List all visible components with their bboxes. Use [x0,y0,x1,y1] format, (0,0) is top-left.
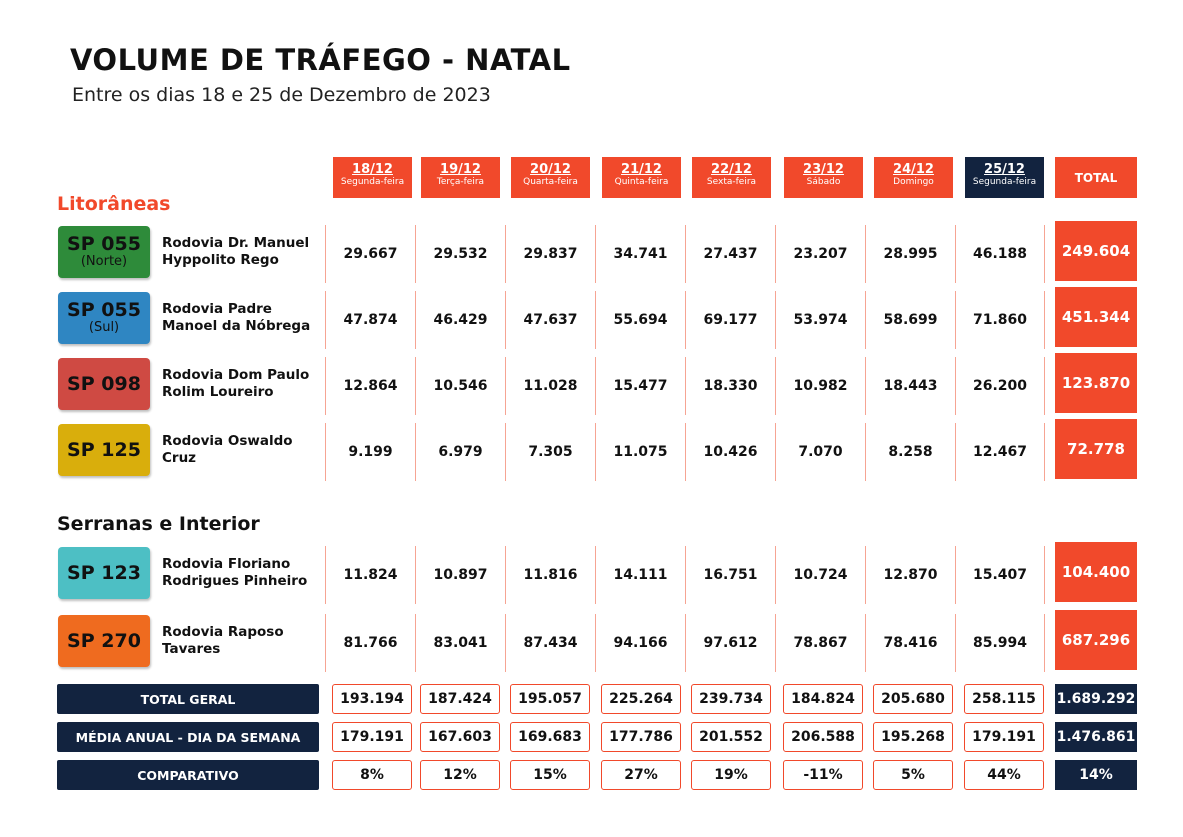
road-value-cell: 18.330 [685,357,775,415]
day-header [965,157,1044,198]
road-name-line1: Rodovia Padre [162,301,272,317]
road-name [162,301,322,335]
road-name-line2: Rolim Loureiro [162,384,274,400]
summary-value-cell: 179.191 [964,722,1044,752]
road-value-cell: 12.870 [865,546,955,604]
day-weekday: Terça-feira [436,177,485,187]
road-value-cell: 71.860 [955,291,1045,349]
day-date: 24/12 [893,162,934,177]
summary-value-cell: 27% [601,760,681,790]
road-value-cell: 29.667 [325,225,415,283]
road-row [0,357,1183,415]
road-value-cell: 29.532 [415,225,505,283]
summary-row [0,760,1183,790]
summary-label: COMPARATIVO [57,760,319,790]
summary-value-cell: 201.552 [691,722,771,752]
page-subtitle: Entre os dias 18 e 25 de Dezembro de 2023 [72,84,491,106]
summary-total-cell: 14% [1055,760,1137,790]
summary-value-cell: 206.588 [783,722,863,752]
day-weekday: Domingo [893,177,934,187]
road-value-cell: 58.699 [865,291,955,349]
road-name-line1: Rodovia Floriano [162,556,291,572]
road-value-cell: 47.637 [505,291,595,349]
road-name-line1: Rodovia Oswaldo [162,433,293,449]
summary-value-cell: 167.603 [420,722,500,752]
summary-value-cell: 12% [420,760,500,790]
summary-value-cell: 205.680 [873,684,953,714]
road-value-cell: 16.751 [685,546,775,604]
road-value-cell: 7.305 [505,423,595,481]
section-title-coastal: Litorâneas [57,193,171,215]
summary-value-cell: 187.424 [420,684,500,714]
road-badge [58,226,150,278]
road-badge [58,547,150,599]
road-value-cell: 69.177 [685,291,775,349]
road-value-cell: 46.188 [955,225,1045,283]
road-code: SP 123 [67,562,141,584]
day-weekday: Segunda-feira [340,177,405,187]
summary-value-cell: 177.786 [601,722,681,752]
day-header [784,157,863,198]
road-total-cell: 451.344 [1055,287,1137,347]
road-value-cell: 47.874 [325,291,415,349]
summary-value-cell: 179.191 [332,722,412,752]
road-value-cell: 14.111 [595,546,685,604]
road-total-cell: 687.296 [1055,610,1137,670]
road-name-line1: Rodovia Raposo [162,624,284,640]
road-badge [58,292,150,344]
summary-value-cell: 195.057 [510,684,590,714]
road-value-cell: 10.897 [415,546,505,604]
road-name [162,556,322,590]
road-value-cell: 27.437 [685,225,775,283]
summary-value-cell: 195.268 [873,722,953,752]
day-weekday: Quarta-feira [523,177,578,187]
road-value-cell: 97.612 [685,614,775,672]
road-value-cell: 11.824 [325,546,415,604]
road-value-cell: 7.070 [775,423,865,481]
summary-value-cell: 44% [964,760,1044,790]
road-value-cell: 9.199 [325,423,415,481]
road-name-line2: Hyppolito Rego [162,252,279,268]
road-row [0,614,1183,672]
road-value-cell: 8.258 [865,423,955,481]
summary-value-cell: 239.734 [691,684,771,714]
summary-row [0,684,1183,714]
summary-value-cell: 184.824 [783,684,863,714]
road-value-cell: 12.467 [955,423,1045,481]
road-value-cell: 34.741 [595,225,685,283]
road-total-cell: 249.604 [1055,221,1137,281]
road-code-sub: (Norte) [80,254,128,269]
road-row [0,423,1183,481]
day-weekday: Quinta-feira [614,177,669,187]
road-value-cell: 78.867 [775,614,865,672]
road-name [162,235,322,269]
total-header: TOTAL [1055,157,1137,198]
day-date: 25/12 [984,162,1025,177]
road-row [0,546,1183,604]
road-code: SP 125 [67,439,141,461]
road-value-cell: 23.207 [775,225,865,283]
road-value-cell: 78.416 [865,614,955,672]
day-date: 19/12 [440,162,481,177]
day-header [421,157,500,198]
road-value-cell: 11.028 [505,357,595,415]
road-value-cell: 94.166 [595,614,685,672]
road-name-line2: Cruz [162,450,197,466]
road-value-cell: 87.434 [505,614,595,672]
road-value-cell: 18.443 [865,357,955,415]
road-name-line1: Rodovia Dom Paulo [162,367,310,383]
road-value-cell: 26.200 [955,357,1045,415]
road-row [0,225,1183,283]
summary-total-cell: 1.689.292 [1055,684,1137,714]
summary-value-cell: 169.683 [510,722,590,752]
page-title: VOLUME DE TRÁFEGO - NATAL [70,43,571,77]
day-date: 20/12 [530,162,571,177]
day-header [333,157,412,198]
road-value-cell: 10.724 [775,546,865,604]
road-name-line2: Manoel da Nóbrega [162,318,311,334]
road-row [0,291,1183,349]
summary-value-cell: 225.264 [601,684,681,714]
road-name-line2: Tavares [162,641,221,657]
road-code: SP 270 [67,630,141,652]
road-value-cell: 53.974 [775,291,865,349]
day-weekday: Sábado [806,177,841,187]
summary-label: TOTAL GERAL [57,684,319,714]
summary-value-cell: 15% [510,760,590,790]
road-code: SP 098 [67,373,141,395]
road-badge [58,358,150,410]
road-name [162,367,322,401]
summary-value-cell: 8% [332,760,412,790]
road-value-cell: 11.816 [505,546,595,604]
day-weekday: Segunda-feira [972,177,1037,187]
road-value-cell: 83.041 [415,614,505,672]
summary-value-cell: 258.115 [964,684,1044,714]
road-value-cell: 15.477 [595,357,685,415]
road-total-cell: 123.870 [1055,353,1137,413]
day-date: 18/12 [352,162,393,177]
summary-value-cell: 5% [873,760,953,790]
day-header [602,157,681,198]
day-header [874,157,953,198]
summary-total-cell: 1.476.861 [1055,722,1137,752]
summary-row [0,722,1183,752]
day-date: 21/12 [621,162,662,177]
summary-value-cell: 193.194 [332,684,412,714]
road-value-cell: 10.426 [685,423,775,481]
road-total-cell: 72.778 [1055,419,1137,479]
road-value-cell: 29.837 [505,225,595,283]
day-weekday: Sexta-feira [706,177,757,187]
road-code-sub: (Sul) [88,320,120,335]
road-badge [58,424,150,476]
summary-label: MÉDIA ANUAL - DIA DA SEMANA [57,722,319,752]
road-value-cell: 46.429 [415,291,505,349]
road-code: SP 055 [67,299,141,321]
road-value-cell: 10.546 [415,357,505,415]
summary-value-cell: 19% [691,760,771,790]
road-value-cell: 15.407 [955,546,1045,604]
road-value-cell: 55.694 [595,291,685,349]
road-value-cell: 12.864 [325,357,415,415]
day-date: 22/12 [711,162,752,177]
road-value-cell: 6.979 [415,423,505,481]
road-value-cell: 11.075 [595,423,685,481]
road-value-cell: 85.994 [955,614,1045,672]
road-code: SP 055 [67,233,141,255]
road-name [162,624,322,658]
road-name-line1: Rodovia Dr. Manuel [162,235,310,251]
road-value-cell: 28.995 [865,225,955,283]
road-badge [58,615,150,667]
section-title-mountain: Serranas e Interior [57,513,260,535]
day-date: 23/12 [803,162,844,177]
road-total-cell: 104.400 [1055,542,1137,602]
road-name [162,433,322,467]
road-value-cell: 81.766 [325,614,415,672]
road-name-line2: Rodrigues Pinheiro [162,573,308,589]
day-header [692,157,771,198]
road-value-cell: 10.982 [775,357,865,415]
summary-value-cell: -11% [783,760,863,790]
day-header [511,157,590,198]
